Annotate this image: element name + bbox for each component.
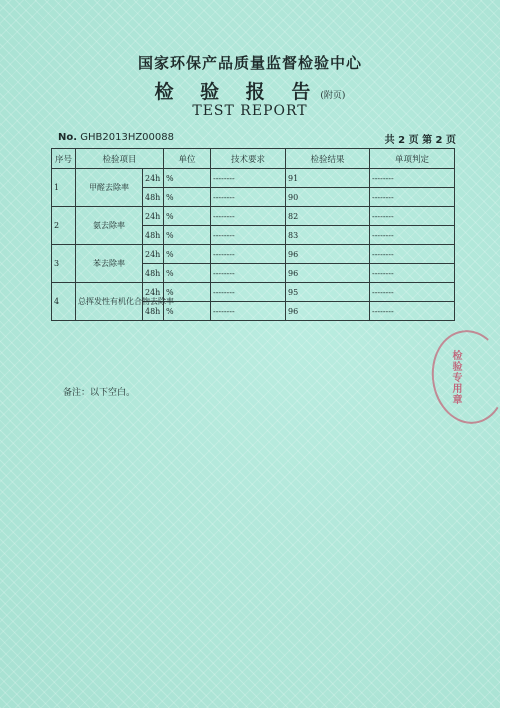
header-unit: 单位 (164, 149, 211, 169)
row-time: 24h (143, 245, 164, 264)
row-requirement: -------- (211, 283, 286, 302)
row-unit: % (164, 283, 211, 302)
row-item: 苯去除率 (76, 245, 143, 283)
row-no: 1 (52, 169, 76, 207)
row-time: 24h (143, 283, 164, 302)
row-judgement: -------- (370, 207, 455, 226)
row-requirement: -------- (211, 188, 286, 207)
row-unit: % (164, 169, 211, 188)
row-item: 甲醛去除率 (76, 169, 143, 207)
header-result: 检验结果 (286, 149, 370, 169)
row-item: 总挥发性有机化合物去除率 (76, 283, 143, 321)
row-unit: % (164, 245, 211, 264)
row-judgement: -------- (370, 226, 455, 245)
row-time: 48h (143, 226, 164, 245)
row-result: 95 (286, 283, 370, 302)
row-judgement: -------- (370, 245, 455, 264)
row-requirement: -------- (211, 264, 286, 283)
report-title-text: 检 验 报 告 (154, 81, 321, 103)
table-row (52, 169, 455, 188)
row-unit: % (164, 226, 211, 245)
row-requirement: -------- (211, 302, 286, 321)
row-time: 24h (143, 169, 164, 188)
row-result: 82 (286, 207, 370, 226)
row-unit: % (164, 207, 211, 226)
seal-text: 检验专用章 (450, 350, 461, 405)
row-time: 48h (143, 264, 164, 283)
row-requirement: -------- (211, 226, 286, 245)
header-item: 检验项目 (76, 149, 164, 169)
row-result: 83 (286, 226, 370, 245)
row-requirement: -------- (211, 169, 286, 188)
row-time: 48h (143, 302, 164, 321)
header-requirement: 技术要求 (211, 149, 286, 169)
results-table (51, 148, 455, 321)
row-judgement: -------- (370, 188, 455, 207)
table-row (52, 245, 455, 264)
table-header-row (52, 149, 455, 169)
page-count: 共 2 页 第 2 页 (384, 135, 456, 146)
row-result: 96 (286, 264, 370, 283)
report-title (0, 77, 500, 104)
report-number-value: GHB2013HZ00088 (80, 132, 174, 143)
row-no: 4 (52, 283, 76, 321)
row-requirement: -------- (211, 245, 286, 264)
org-name: 国家环保产品质量监督检验中心 (137, 54, 362, 72)
report-number-label: No. (58, 132, 78, 143)
row-unit: % (164, 302, 211, 321)
report-subtitle: (附页) (320, 91, 346, 101)
row-no: 2 (52, 207, 76, 245)
table-row (52, 207, 455, 226)
row-result: 96 (286, 245, 370, 264)
row-unit: % (164, 264, 211, 283)
header-no: 序号 (52, 149, 76, 169)
row-result: 90 (286, 188, 370, 207)
row-result: 91 (286, 169, 370, 188)
row-time: 48h (143, 188, 164, 207)
row-unit: % (164, 188, 211, 207)
row-requirement: -------- (211, 207, 286, 226)
table-row (52, 283, 455, 302)
row-judgement: -------- (370, 283, 455, 302)
report-number (58, 132, 174, 143)
english-title: TEST REPORT (192, 103, 308, 119)
remark-note: 备注：以下空白。 (63, 388, 136, 398)
official-seal (426, 325, 512, 428)
row-item: 氨去除率 (76, 207, 143, 245)
row-judgement: -------- (370, 302, 455, 321)
row-no: 3 (52, 245, 76, 283)
row-judgement: -------- (370, 169, 455, 188)
row-time: 24h (143, 207, 164, 226)
header-judgement: 单项判定 (370, 149, 455, 169)
row-judgement: -------- (370, 264, 455, 283)
row-result: 96 (286, 302, 370, 321)
